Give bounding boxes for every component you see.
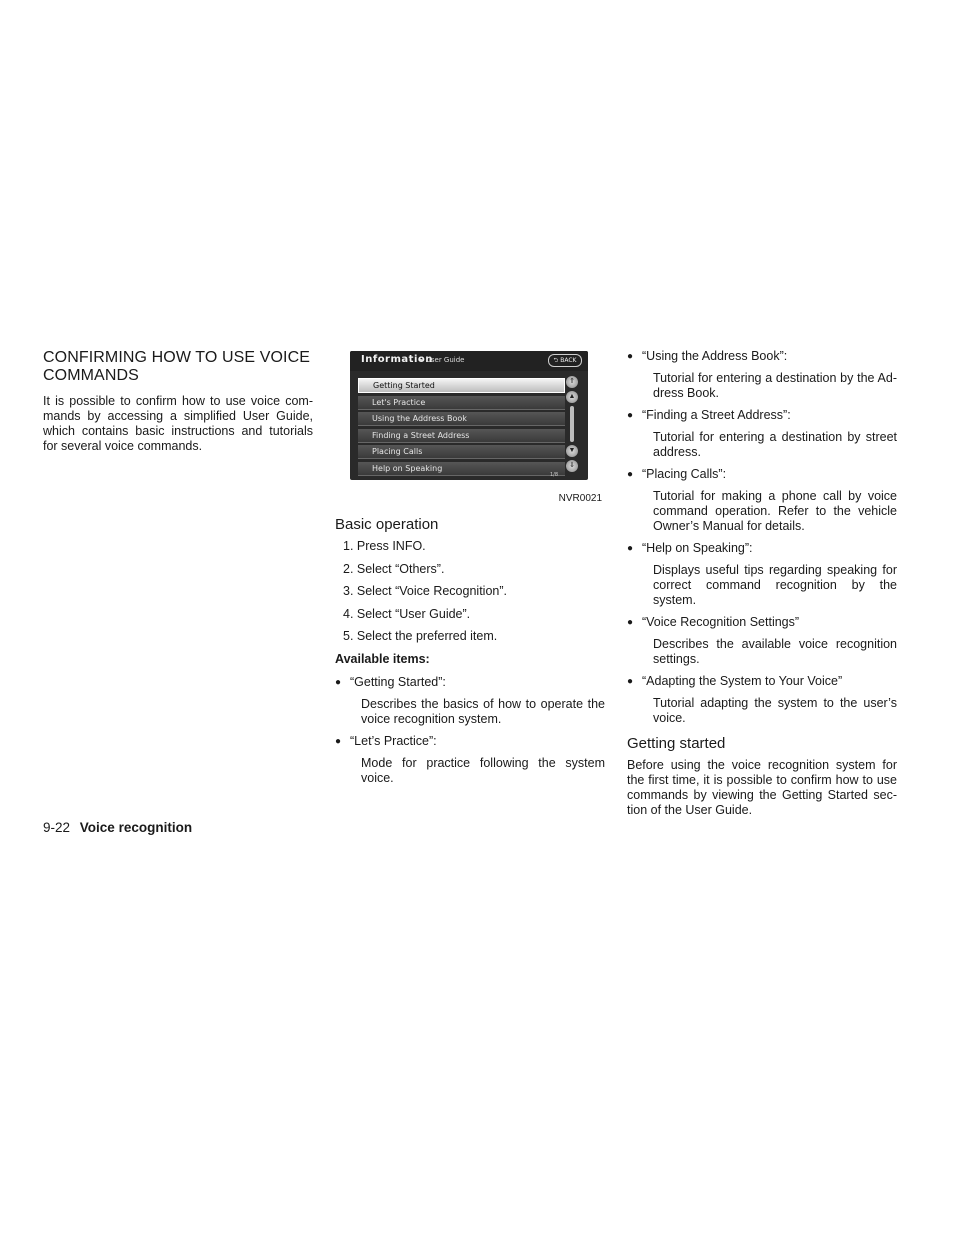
- item-description: Tutorial for entering a destination by the Ad-dress Book.: [653, 371, 897, 400]
- bullet-icon: ●: [335, 735, 342, 747]
- item-label: “Finding a Street Address”:: [642, 408, 791, 422]
- screen-menu-list: [358, 378, 565, 478]
- list-item: [627, 615, 897, 667]
- screen-breadcrumb: ▸ User Guide: [420, 356, 465, 364]
- section-title: CONFIRMING HOW TO USE VOICE COMMANDS: [43, 349, 311, 384]
- chapter-name: Voice recognition: [79, 820, 193, 835]
- list-item: [627, 467, 897, 534]
- list-item: [627, 541, 897, 608]
- item-label: “Help on Speaking”:: [642, 541, 753, 555]
- list-item: [335, 734, 605, 786]
- item-description: Displays useful tips regarding speaking for correct command recognition by the system.: [653, 563, 897, 607]
- bullet-icon: ●: [335, 676, 342, 688]
- getting-started-paragraph: Before using the voice recognition system for the first time, it is possible to confirm how to use commands by viewing the Getting Started sec-tion of the User Guide.: [627, 758, 897, 817]
- menu-item-help-on-speaking: Help on Speaking: [358, 462, 565, 476]
- bullet-icon: ●: [627, 469, 634, 480]
- bullet-icon: ●: [627, 676, 634, 687]
- item-label: “Let’s Practice”:: [350, 733, 437, 748]
- page-footer: [43, 820, 192, 836]
- menu-item-lets-practice: Let's Practice: [358, 396, 565, 410]
- step-item: 3. Select “Voice Recognition”.: [343, 584, 507, 598]
- step-item: 5. Select the preferred item.: [343, 629, 498, 643]
- item-label: “Placing Calls”:: [642, 467, 727, 481]
- screen-scroll-controls: [564, 376, 582, 474]
- list-item: [627, 408, 897, 460]
- page-number: 9-22: [43, 820, 71, 835]
- bullet-icon: ●: [627, 617, 634, 628]
- page-indicator: 1/8: [549, 472, 558, 478]
- bullet-icon: ●: [627, 410, 634, 421]
- item-label: “Getting Started”:: [350, 674, 446, 689]
- column-left: [43, 349, 313, 454]
- available-items-label: Available items:: [335, 651, 430, 666]
- scroll-bottom-icon: ⇓: [566, 460, 578, 472]
- scroll-top-icon: ⇑: [566, 376, 578, 388]
- bullet-icon: ●: [627, 351, 634, 362]
- screen-header: [350, 351, 588, 371]
- item-description: Mode for practice following the system voice.: [361, 755, 605, 785]
- intro-paragraph: It is possible to confirm how to use voice com-mands by accessing a simplified User Guide, which contains basic instructions and tutorials for several voice commands.: [43, 394, 313, 453]
- list-item: [335, 675, 605, 727]
- item-description: Tutorial for making a phone call by voice command operation. Refer to the vehicle Owner’s Manual for details.: [653, 489, 897, 533]
- step-item: 4. Select “User Guide”.: [343, 606, 471, 621]
- item-label: “Voice Recognition Settings”: [642, 615, 800, 629]
- item-description: Describes the available voice recognition settings.: [653, 637, 897, 666]
- figure-caption: NVR0021: [558, 493, 602, 504]
- step-item: 1. Press INFO.: [343, 539, 426, 553]
- scroll-track: [570, 406, 574, 442]
- list-item: [627, 674, 897, 726]
- item-label: “Adapting the System to Your Voice”: [642, 674, 843, 688]
- list-item: [627, 349, 897, 401]
- column-middle: [335, 351, 605, 793]
- item-description: Tutorial for entering a destination by street address.: [653, 430, 897, 459]
- screen-title: Information: [361, 354, 433, 365]
- menu-item-placing-calls: Placing Calls: [358, 445, 565, 459]
- user-guide-screen-figure: [350, 351, 588, 480]
- back-button: ⮌ BACK: [548, 354, 582, 367]
- menu-item-address-book: Using the Address Book: [358, 412, 565, 426]
- bullet-icon: ●: [627, 543, 634, 554]
- item-description: Describes the basics of how to operate the voice recognition system.: [361, 696, 605, 726]
- menu-item-getting-started: Getting Started: [358, 378, 565, 393]
- column-right: [627, 349, 897, 818]
- menu-item-street-address: Finding a Street Address: [358, 429, 565, 443]
- item-description: Tutorial adapting the system to the user’s voice.: [653, 696, 897, 725]
- steps-list: [335, 539, 605, 644]
- basic-operation-heading: Basic operation: [335, 516, 439, 533]
- scroll-down-icon: ▼: [566, 445, 578, 457]
- step-item: 2. Select “Others”.: [343, 561, 445, 576]
- item-label: “Using the Address Book”:: [642, 349, 788, 363]
- getting-started-heading: Getting started: [627, 735, 726, 752]
- scroll-up-icon: ▲: [566, 391, 578, 403]
